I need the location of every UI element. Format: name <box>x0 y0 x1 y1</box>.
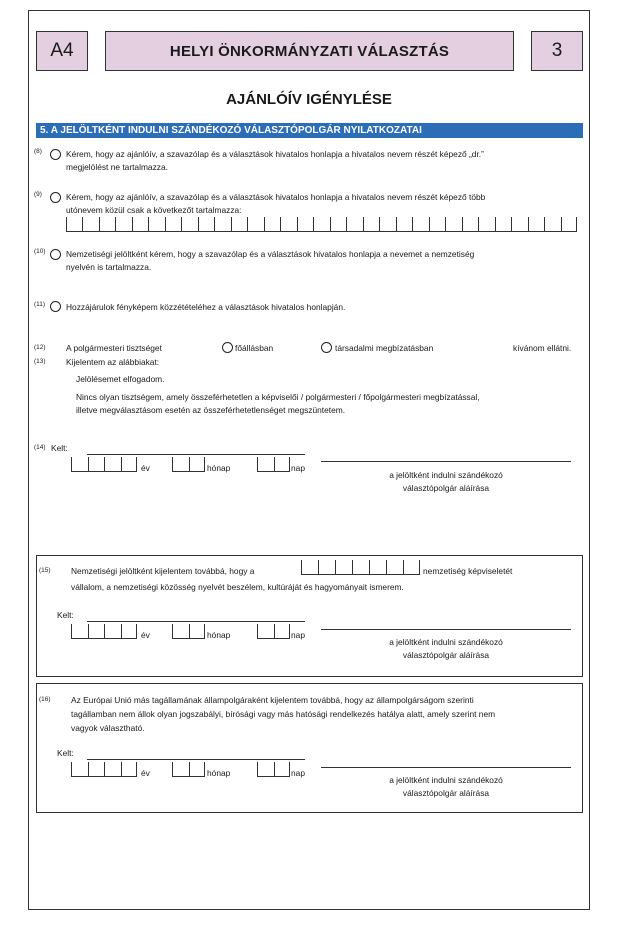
option-circle-10[interactable] <box>50 249 61 260</box>
cell-divider <box>352 560 353 574</box>
item-16-line3: vagyok választható. <box>71 723 145 733</box>
signature-caption-1: a jelöltként indulni szándékozó <box>389 775 503 785</box>
item-number: (8) <box>34 148 42 155</box>
signature-caption-1: a jelöltként indulni szándékozó <box>389 637 503 647</box>
cell-divider <box>172 762 173 776</box>
cell-divider <box>330 217 331 231</box>
cell-divider <box>544 217 545 231</box>
cell-divider <box>386 560 387 574</box>
item-16-line1: Az Európai Unió más tagállamának állampolgáraként kijelentem továbbá, hogy az állampolgárságom szerinti <box>71 695 474 705</box>
cell-divider <box>412 217 413 231</box>
item-15-line2: vállalom, a nemzetiségi közösség nyelvét beszélem, kultúráját és hagyományait ismerem. <box>71 582 404 592</box>
cell-divider <box>198 217 199 231</box>
cell-divider <box>264 217 265 231</box>
cell-divider <box>136 457 137 471</box>
cell-divider <box>132 217 133 231</box>
page-subtitle: AJÁNLÓÍV IGÉNYLÉSE <box>226 91 392 108</box>
kelt-label: Kelt: <box>57 748 74 758</box>
cell-divider <box>88 624 89 638</box>
form-code: A4 <box>50 40 74 61</box>
day-cells[interactable] <box>257 763 290 777</box>
place-line[interactable] <box>87 454 305 455</box>
option-socialmandate-label: társadalmi megbízatásban <box>335 343 434 353</box>
cell-divider <box>71 457 72 471</box>
cell-divider <box>88 457 89 471</box>
year-cells[interactable] <box>71 763 137 777</box>
cell-divider <box>403 560 404 574</box>
cell-divider <box>335 560 336 574</box>
cell-divider <box>121 762 122 776</box>
cell-divider <box>136 762 137 776</box>
year-label: év <box>141 768 150 778</box>
cell-divider <box>274 457 275 471</box>
item-10-line2: nyelvén is tartalmazza. <box>66 262 152 272</box>
signature-caption-2: választópolgár aláírása <box>402 788 490 798</box>
year-cells[interactable] <box>71 458 137 472</box>
cell-divider <box>301 560 302 574</box>
cell-divider <box>231 217 232 231</box>
item-11-line1: Hozzájárulok fényképem közzétételéhez a választások hivatalos honlapján. <box>66 302 346 312</box>
cell-divider <box>429 217 430 231</box>
cell-divider <box>274 762 275 776</box>
cell-divider <box>189 457 190 471</box>
cell-divider <box>274 624 275 638</box>
cell-divider <box>136 624 137 638</box>
cell-divider <box>511 217 512 231</box>
signature-line[interactable] <box>321 629 571 630</box>
cell-divider <box>396 217 397 231</box>
cell-divider <box>165 217 166 231</box>
cell-divider <box>189 762 190 776</box>
form-page <box>28 10 590 910</box>
cell-divider <box>99 217 100 231</box>
cell-divider <box>104 624 105 638</box>
item-12-tail: kívánom ellátni. <box>513 343 572 353</box>
item-12-text: A polgármesteri tisztséget <box>66 343 162 353</box>
cell-divider <box>172 457 173 471</box>
item-number: (9) <box>34 191 42 198</box>
item-number: (14) <box>34 444 46 451</box>
item-13-line3: Nincs olyan tisztségem, amely összeférhetetlen a képviselői / polgármesteri / főpolgármesteri megbízatással, <box>76 392 480 402</box>
cell-divider <box>561 217 562 231</box>
signature-line[interactable] <box>321 767 571 768</box>
cell-divider <box>257 624 258 638</box>
cell-divider <box>445 217 446 231</box>
cell-divider <box>289 762 290 776</box>
month-cells[interactable] <box>172 458 205 472</box>
cell-divider <box>121 624 122 638</box>
cell-divider <box>204 457 205 471</box>
day-label: nap <box>291 630 305 640</box>
cell-divider <box>280 217 281 231</box>
cell-divider <box>82 217 83 231</box>
cell-divider <box>172 624 173 638</box>
cell-divider <box>419 560 420 574</box>
cell-divider <box>478 217 479 231</box>
month-label: hónap <box>207 630 231 640</box>
cell-divider <box>204 624 205 638</box>
section-header: 5. A JELÖLTKÉNT INDULNI SZÁNDÉKOZÓ VÁLASZTÓPOLGÁR NYILATKOZATAI <box>36 123 583 138</box>
cell-divider <box>379 217 380 231</box>
cell-divider <box>66 217 67 231</box>
cell-divider <box>214 217 215 231</box>
cell-divider <box>71 762 72 776</box>
place-line[interactable] <box>87 621 305 622</box>
signature-caption-1: a jelöltként indulni szándékozó <box>389 470 503 480</box>
signature-caption-2: választópolgár aláírása <box>402 483 490 493</box>
item-13-line4: illetve megválasztásom esetén az összeférhetetlenséget megszüntetem. <box>76 405 346 415</box>
given-name-cells[interactable] <box>66 218 577 232</box>
form-title: HELYI ÖNKORMÁNYZATI VÁLASZTÁS <box>169 42 450 60</box>
item-13-line1: Kijelentem az alábbiakat: <box>66 357 160 367</box>
month-cells[interactable] <box>172 763 205 777</box>
item-15-line1b: nemzetiség képviseletét <box>423 566 513 576</box>
day-label: nap <box>291 768 305 778</box>
form-title-box <box>105 31 514 71</box>
cell-divider <box>104 457 105 471</box>
item-16-line2: tagállamban nem állok olyan jogszabályi, bírósági vagy más hatósági rendelkezés hatálya alatt, amely szerint nem <box>71 709 496 719</box>
option-circle-8[interactable] <box>50 149 61 160</box>
cell-divider <box>257 457 258 471</box>
item-9-line1: Kérem, hogy az ajánlóív, a szavazólap és a választások hivatalos honlapja a hivatalos nevem részét képező több <box>66 192 486 202</box>
kelt-label: Kelt: <box>51 443 68 453</box>
kelt-label: Kelt: <box>57 610 74 620</box>
item-number: (10) <box>34 248 46 255</box>
cell-divider <box>363 217 364 231</box>
item-8-line1: Kérem, hogy az ajánlóív, a szavazólap és a választások hivatalos honlapja a hivatalos nevem részét képező „dr.” <box>66 149 484 159</box>
month-label: hónap <box>207 768 231 778</box>
cell-divider <box>189 624 190 638</box>
cell-divider <box>528 217 529 231</box>
cell-divider <box>104 762 105 776</box>
cell-divider <box>576 217 577 231</box>
signature-caption-2: választópolgár aláírása <box>402 650 490 660</box>
item-number: (13) <box>34 358 46 365</box>
item-9-line2: utónevem közül csak a következőt tartalmazza: <box>66 205 242 215</box>
cell-divider <box>88 762 89 776</box>
option-circle-9[interactable] <box>50 192 61 203</box>
cell-divider <box>121 457 122 471</box>
item-8-line2: megjelölést ne tartalmazza. <box>66 162 168 172</box>
item-13-line2: Jelölésemet elfogadom. <box>76 374 165 384</box>
cell-divider <box>115 217 116 231</box>
signature-line[interactable] <box>321 461 571 462</box>
form-code-box <box>36 31 88 71</box>
month-cells[interactable] <box>172 625 205 639</box>
year-label: év <box>141 630 150 640</box>
cell-divider <box>318 560 319 574</box>
place-line[interactable] <box>87 759 305 760</box>
cell-divider <box>71 624 72 638</box>
cell-divider <box>346 217 347 231</box>
cell-divider <box>495 217 496 231</box>
cell-divider <box>204 762 205 776</box>
item-number: (11) <box>34 301 46 308</box>
day-cells[interactable] <box>257 458 290 472</box>
cell-divider <box>247 217 248 231</box>
item-10-line1: Nemzetiségi jelöltként kérem, hogy a szavazólap és a választások hivatalos honlapja a nevemet a nemzetiség <box>66 249 475 259</box>
cell-divider <box>181 217 182 231</box>
item-15-line1a: Nemzetiségi jelöltként kijelentem továbbá, hogy a <box>71 566 255 576</box>
day-cells[interactable] <box>257 625 290 639</box>
cell-divider <box>257 762 258 776</box>
year-cells[interactable] <box>71 625 137 639</box>
cell-divider <box>289 624 290 638</box>
cell-divider <box>289 457 290 471</box>
cell-divider <box>313 217 314 231</box>
option-fulltime-label: főállásban <box>235 343 274 353</box>
form-number: 3 <box>551 40 563 61</box>
year-label: év <box>141 463 150 473</box>
option-circle-fulltime[interactable] <box>222 342 233 353</box>
option-circle-socialmandate[interactable] <box>321 342 332 353</box>
cell-divider <box>297 217 298 231</box>
cell-divider <box>462 217 463 231</box>
cell-divider <box>148 217 149 231</box>
item-number: (15) <box>39 567 51 574</box>
cell-divider <box>369 560 370 574</box>
nationality-cells[interactable] <box>301 561 420 575</box>
option-circle-11[interactable] <box>50 301 61 312</box>
form-number-box <box>531 31 583 71</box>
day-label: nap <box>291 463 305 473</box>
item-number: (12) <box>34 344 46 351</box>
item-number: (16) <box>39 696 51 703</box>
month-label: hónap <box>207 463 231 473</box>
